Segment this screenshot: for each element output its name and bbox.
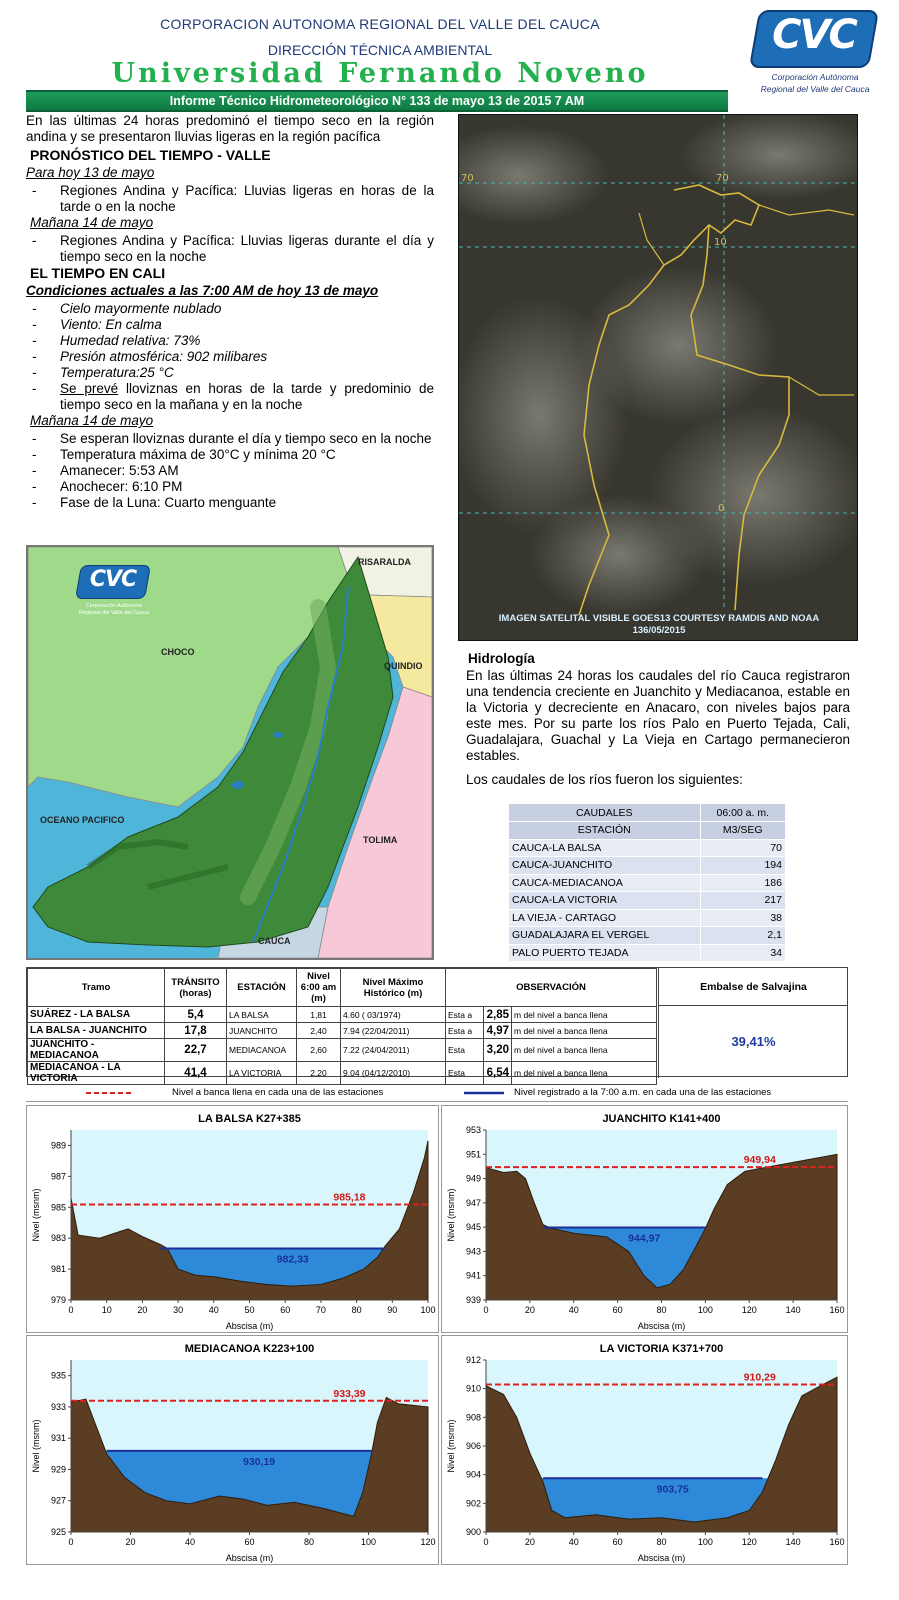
y-tick-label: 949 bbox=[465, 1173, 481, 1184]
x-tick-label: 40 bbox=[184, 1537, 196, 1547]
grid-label: 70 bbox=[461, 173, 474, 184]
y-tick-label: 900 bbox=[465, 1527, 481, 1537]
y-tick-label: 953 bbox=[465, 1125, 481, 1135]
forecast-tomorrow-item: - Regiones Andina y Pacífica: Lluvias ligeras durante el día y tiempo seco en la noche bbox=[26, 233, 434, 265]
table-row: GUADALAJARA EL VERGEL 2,1 bbox=[509, 927, 785, 945]
chart-title: LA VICTORIA K371+700 bbox=[599, 1343, 724, 1355]
x-tick-label: 100 bbox=[697, 1537, 713, 1547]
x-tick-label: 140 bbox=[785, 1305, 801, 1315]
condition-item: - Humedad relativa: 73% bbox=[26, 333, 434, 349]
y-tick-label: 945 bbox=[465, 1222, 481, 1233]
map-label: CAUCA bbox=[258, 936, 291, 946]
x-axis-label: Abscisa (m) bbox=[637, 1321, 686, 1331]
y-tick-label: 910 bbox=[465, 1383, 481, 1394]
university-title: Universidad Fernando Noveno bbox=[111, 58, 649, 89]
condition-item: - Cielo mayormente nublado bbox=[26, 301, 434, 317]
satellite-image bbox=[458, 114, 858, 641]
x-tick-label: 20 bbox=[125, 1537, 136, 1547]
bankfull-label: 949,94 bbox=[743, 1154, 776, 1167]
y-tick-label: 983 bbox=[50, 1233, 66, 1244]
y-tick-label: 989 bbox=[50, 1140, 66, 1151]
map-label: TOLIMA bbox=[363, 835, 398, 845]
y-tick-label: 939 bbox=[465, 1295, 481, 1305]
x-axis-label: Abscisa (m) bbox=[637, 1553, 686, 1563]
y-tick-label: 981 bbox=[50, 1264, 66, 1275]
chart-title: LA BALSA K27+385 bbox=[198, 1113, 301, 1125]
grid-label: 70 bbox=[716, 173, 729, 184]
hidrologia-text2: Los caudales de los ríos fueron los siguientes: bbox=[466, 772, 743, 787]
y-tick-label: 927 bbox=[50, 1495, 66, 1506]
cali-tomorrow-item: - Temperatura máxima de 30°C y mínima 20 °C bbox=[26, 447, 434, 463]
grid-label: 0 bbox=[718, 503, 725, 514]
today-label: Para hoy 13 de mayo bbox=[26, 165, 155, 180]
table-row: LA BALSA - JUANCHITO 17,8 JUANCHITO 2,40 7.94 (22/04/2011) Esta a 4,97 m del nivel a banca llena bbox=[28, 1023, 657, 1039]
chart-la-balsa bbox=[26, 1105, 439, 1333]
forecast-today-item: - Regiones Andina y Pacífica: Lluvias ligeras en horas de la tarde o en la noche bbox=[26, 183, 434, 215]
cali-tomorrow-item: - Se esperan lloviznas durante el día y tiempo seco en la noche bbox=[26, 431, 434, 447]
x-tick-label: 100 bbox=[420, 1305, 436, 1315]
table-row: CAUCA-LA BALSA 70 bbox=[509, 839, 785, 857]
intro-text: En las últimas 24 horas predominó el tiempo seco en la región andina y se presentaron lluvias ligeras en la región pacífica bbox=[26, 113, 434, 144]
chart-title: MEDIACANOA K223+100 bbox=[184, 1343, 315, 1355]
tomorrow-label: Mañana 14 de mayo bbox=[30, 215, 154, 230]
x-tick-label: 30 bbox=[173, 1305, 184, 1315]
y-tick-label: 912 bbox=[465, 1355, 481, 1365]
y-tick-label: 985 bbox=[50, 1202, 66, 1213]
y-tick-label: 935 bbox=[50, 1370, 66, 1381]
cali-title: EL TIEMPO EN CALI bbox=[30, 265, 166, 281]
tramo-table-section bbox=[26, 967, 848, 1084]
valle-relief-map bbox=[26, 545, 434, 960]
x-axis-label: Abscisa (m) bbox=[225, 1321, 274, 1331]
chart-juanchito bbox=[441, 1105, 848, 1333]
y-tick-label: 943 bbox=[465, 1246, 481, 1257]
condition-item: - Presión atmosférica: 902 milibares bbox=[26, 349, 434, 365]
water-label: 903,75 bbox=[656, 1483, 689, 1496]
table-row: LA VIEJA - CARTAGO 38 bbox=[509, 909, 785, 927]
x-tick-label: 90 bbox=[387, 1305, 398, 1315]
y-tick-label: 951 bbox=[465, 1149, 481, 1160]
table-row: CAUCA-MEDIACANOA 186 bbox=[509, 874, 785, 892]
x-tick-label: 70 bbox=[315, 1305, 326, 1315]
y-tick-label: 941 bbox=[465, 1270, 481, 1281]
x-tick-label: 40 bbox=[208, 1305, 219, 1315]
cali-tomorrow-item: - Amanecer: 5:53 AM bbox=[26, 463, 434, 479]
preve-item: - Se prevé lloviznas en horas de la tarde y predominio de tiempo seco en la mañana y en la noche bbox=[26, 381, 434, 413]
condition-item: - Temperatura:25 °C bbox=[26, 365, 434, 381]
x-tick-label: 20 bbox=[524, 1305, 535, 1315]
x-tick-label: 100 bbox=[360, 1537, 377, 1547]
x-tick-label: 100 bbox=[697, 1305, 713, 1315]
y-tick-label: 929 bbox=[50, 1464, 66, 1475]
x-tick-label: 60 bbox=[612, 1305, 623, 1315]
table-row: JUANCHITO - MEDIACANOA 22,7 MEDIACANOA 2,60 7.22 (24/04/2011) Esta 3,20 m del nivel a banca llena bbox=[28, 1039, 657, 1062]
table-row: CAUCA-LA VICTORIA 217 bbox=[509, 892, 785, 910]
grid-label: 10 bbox=[714, 237, 727, 248]
x-tick-label: 80 bbox=[656, 1305, 667, 1315]
map-label: RISARALDA bbox=[358, 557, 411, 567]
water-label: 930,19 bbox=[243, 1455, 276, 1468]
conditions-label: Condiciones actuales a las 7:00 AM de hoy 13 de mayo bbox=[26, 283, 379, 298]
bankfull-label: 933,39 bbox=[333, 1387, 366, 1400]
x-tick-label: 0 bbox=[68, 1305, 74, 1315]
x-tick-label: 40 bbox=[568, 1305, 579, 1315]
bankfull-label: 910,29 bbox=[743, 1371, 776, 1384]
chart-title: JUANCHITO K141+400 bbox=[602, 1113, 721, 1125]
x-tick-label: 80 bbox=[351, 1305, 362, 1315]
table-row: MEDIACANOA - LA VICTORIA 41,4 LA VICTORIA 2,20 9.04 (04/12/2010) Esta 6,54 m del nivel a banca llena bbox=[28, 1062, 657, 1085]
report-title-bar: Informe Técnico Hidrometeorológico N° 133 de mayo 13 de 2015 7 AM bbox=[26, 90, 728, 112]
chart-la-victoria bbox=[441, 1335, 848, 1565]
x-tick-label: 20 bbox=[524, 1537, 535, 1547]
y-tick-label: 931 bbox=[50, 1433, 66, 1444]
legend-solid-label: Nivel registrado a la 7:00 a.m. en cada una de las estaciones bbox=[514, 1087, 772, 1098]
x-tick-label: 80 bbox=[303, 1537, 315, 1547]
chart-mediacanoa bbox=[26, 1335, 439, 1565]
y-axis-label: Nivel (msnm) bbox=[31, 1419, 41, 1473]
map-label: QUINDIO bbox=[384, 661, 423, 671]
y-tick-label: 906 bbox=[465, 1441, 481, 1451]
x-tick-label: 60 bbox=[280, 1305, 291, 1315]
condition-item: - Viento: En calma bbox=[26, 317, 434, 333]
caudales-table: CAUDALES 06:00 a. m. ESTACIÓN M3/SEG CAUCA-LA BALSA 70 CAUCA-JUANCHITO 194 CAUCA-MEDIACANOA 186 CAUCA-LA VICTORIA 217 LA VIEJA - CARTAGO 38 GUADALAJARA EL VERGEL 2,1 PALO PUERTO TEJADA 34 bbox=[509, 804, 785, 962]
hidrologia-text: En las últimas 24 horas los caudales del río Cauca registraron una tendencia creciente en Juanchito y Mediacanoa, estable en la Victoria y decreciente en Anacaro, con niveles bajos para este mes. Por su parte los ríos Palo en Puerto Tejada, Cali, Guadalajara, Guachal y La Vieja en Cartago permanecieron estables. bbox=[466, 668, 850, 763]
water-label: 944,97 bbox=[628, 1232, 661, 1245]
embalse-title: Embalse de Salvajina bbox=[658, 968, 848, 1006]
x-tick-label: 60 bbox=[244, 1537, 255, 1547]
cali-tomorrow-label: Mañana 14 de mayo bbox=[30, 413, 154, 428]
y-tick-label: 908 bbox=[465, 1412, 481, 1423]
satellite-caption: IMAGEN SATELITAL VISIBLE GOES13 COURTESY RAMDIS AND NOAA 136/05/2015 bbox=[498, 613, 820, 636]
map-label: OCEANO PACIFICO bbox=[40, 815, 125, 825]
y-tick-label: 979 bbox=[50, 1295, 66, 1305]
legend-dashed-label: Nivel a banca llena en cada una de las estaciones bbox=[172, 1087, 384, 1098]
direction-name: DIRECCIÓN TÉCNICA AMBIENTAL bbox=[267, 42, 493, 58]
x-tick-label: 60 bbox=[612, 1537, 623, 1547]
x-tick-label: 120 bbox=[420, 1537, 436, 1547]
bankfull-label: 985,18 bbox=[333, 1191, 366, 1204]
y-tick-label: 933 bbox=[50, 1401, 66, 1412]
x-tick-label: 120 bbox=[741, 1537, 757, 1547]
y-axis-label: Nivel (msnm) bbox=[446, 1188, 456, 1242]
table-row: PALO PUERTO TEJADA 34 bbox=[509, 944, 785, 962]
table-row: SUÁREZ - LA BALSA 5,4 LA BALSA 1,81 4.60 ( 03/1974) Esta a 2,85 m del nivel a banca llena bbox=[28, 1007, 657, 1023]
y-tick-label: 947 bbox=[465, 1197, 481, 1208]
y-axis-label: Nivel (msnm) bbox=[446, 1419, 456, 1473]
x-tick-label: 80 bbox=[656, 1537, 667, 1547]
x-tick-label: 10 bbox=[101, 1305, 112, 1315]
x-tick-label: 120 bbox=[741, 1305, 757, 1315]
y-tick-label: 987 bbox=[50, 1171, 66, 1182]
y-tick-label: 925 bbox=[50, 1527, 66, 1537]
cali-tomorrow-item: - Anochecer: 6:10 PM bbox=[26, 479, 434, 495]
x-axis-label: Abscisa (m) bbox=[225, 1553, 274, 1563]
cali-tomorrow-item: - Fase de la Luna: Cuarto menguante bbox=[26, 495, 434, 511]
org-name: CORPORACION AUTONOMA REGIONAL DEL VALLE DEL CAUCA bbox=[160, 16, 600, 32]
y-axis-label: Nivel (msnm) bbox=[31, 1188, 41, 1242]
map-label: CHOCO bbox=[161, 647, 195, 657]
hidrologia-title: Hidrología bbox=[468, 651, 535, 666]
x-tick-label: 0 bbox=[483, 1305, 489, 1315]
cvc-logo: CVC Corporación Autónoma Regional del Valle del Cauca bbox=[746, 8, 884, 98]
x-tick-label: 40 bbox=[568, 1537, 579, 1547]
map-cvc-logo: CVC Corporación Autónoma Regional del Valle del Cauca bbox=[74, 565, 154, 625]
forecast-title: PRONÓSTICO DEL TIEMPO - VALLE bbox=[30, 147, 271, 163]
weather-text-column bbox=[26, 113, 434, 511]
tramo-table: Tramo TRÁNSITO (horas) ESTACIÓN Nivel 6:00 am (m) Nivel Máximo Histórico (m) OBSERVACIÓN SUÁREZ - LA BALSA 5,4 LA BALSA 1,81 4.60 ( 03/1974) Esta a 2,85 m del nivel a banca llena LA BALSA - JUANCHITO 17,8 JUANCHITO 2,40 7.94 (22/04/2011) Esta a 4,97 m del nivel a banca llena JUANCHITO - MEDIACANOA 22,7 MEDIACANOA 2,60 7.22 (24/04/2011) Esta 3,20 m del nivel a banca llena MEDIACANOA - LA VICTORIA 41,4 LA VICTORIA 2,20 9.04 (04/12/2010) Esta 6,54 m del nivel a banca llena bbox=[27, 968, 657, 1085]
y-tick-label: 902 bbox=[465, 1498, 481, 1509]
x-tick-label: 160 bbox=[829, 1537, 845, 1547]
table-row: CAUCA-JUANCHITO 194 bbox=[509, 857, 785, 875]
embalse-value: 39,41% bbox=[658, 1006, 848, 1078]
chart-legend bbox=[26, 1085, 848, 1102]
x-tick-label: 50 bbox=[244, 1305, 255, 1315]
water-label: 982,33 bbox=[276, 1253, 309, 1266]
x-tick-label: 0 bbox=[68, 1537, 74, 1547]
x-tick-label: 0 bbox=[483, 1537, 489, 1547]
x-tick-label: 20 bbox=[137, 1305, 148, 1315]
x-tick-label: 140 bbox=[785, 1537, 801, 1547]
y-tick-label: 904 bbox=[465, 1469, 481, 1480]
x-tick-label: 160 bbox=[829, 1305, 845, 1315]
